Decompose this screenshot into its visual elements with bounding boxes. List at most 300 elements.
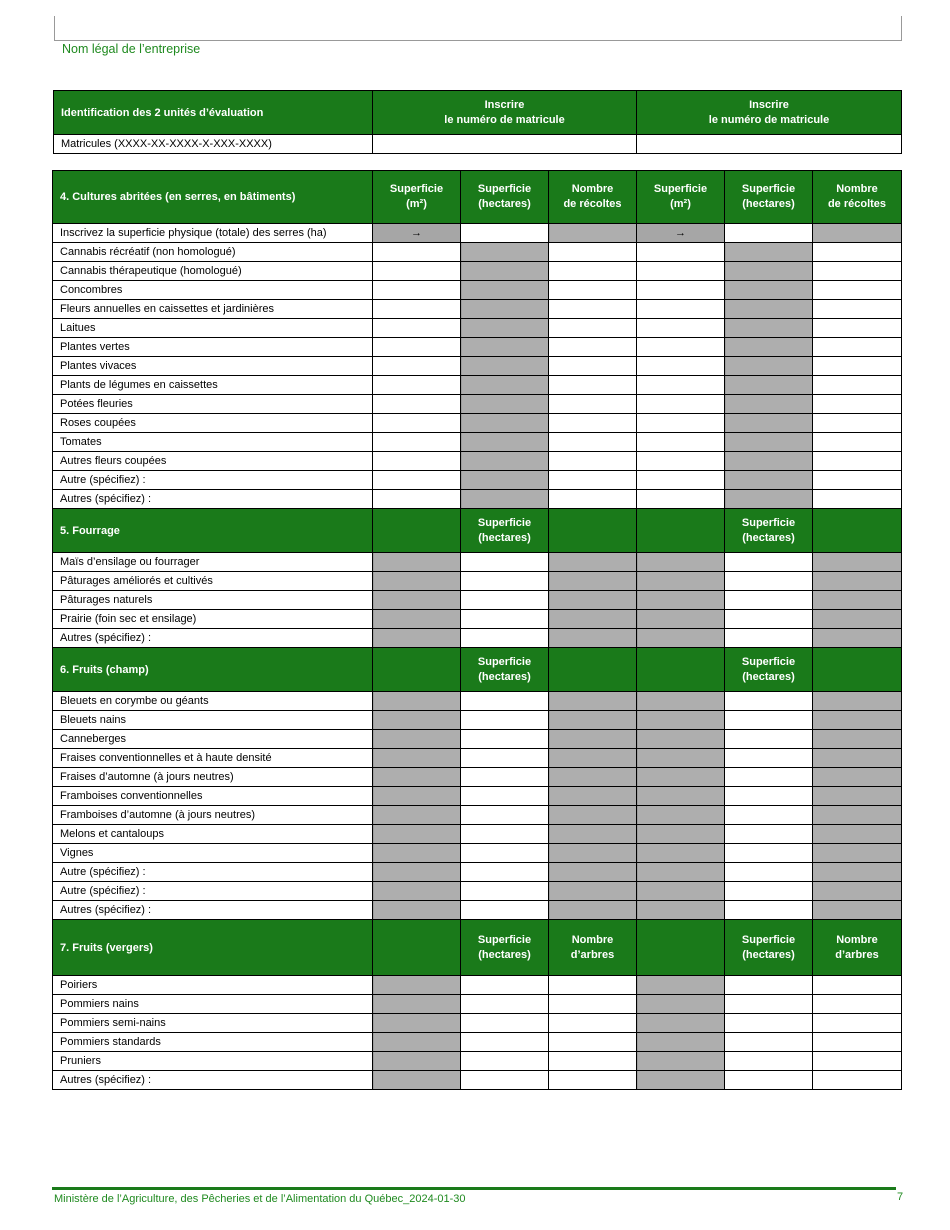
section-title-s7: 7. Fruits (vergers): [53, 920, 373, 976]
shaded-cell: [461, 490, 549, 509]
input-cell[interactable]: [549, 262, 637, 281]
shaded-cell: [725, 357, 813, 376]
row-label: Fraises d’automne (à jours neutres): [53, 768, 373, 787]
shaded-cell: [813, 610, 902, 629]
input-cell[interactable]: [373, 281, 461, 300]
shaded-cell: [373, 629, 461, 648]
row-label: Autres (spécifiez) :: [53, 629, 373, 648]
column-header-s5-6: [813, 509, 902, 553]
shaded-cell: [813, 882, 902, 901]
input-cell[interactable]: [725, 610, 813, 629]
input-cell[interactable]: [461, 825, 549, 844]
input-cell[interactable]: [549, 995, 637, 1014]
input-cell[interactable]: [461, 1033, 549, 1052]
row-label: Autre (spécifiez) :: [53, 863, 373, 882]
input-cell[interactable]: [549, 395, 637, 414]
shaded-cell: [637, 629, 725, 648]
shaded-cell: [725, 243, 813, 262]
table-row: [53, 572, 902, 591]
input-cell[interactable]: [725, 882, 813, 901]
shaded-cell: [637, 768, 725, 787]
input-cell[interactable]: [461, 610, 549, 629]
input-cell[interactable]: [461, 995, 549, 1014]
input-cell[interactable]: [549, 1033, 637, 1052]
input-cell[interactable]: [549, 300, 637, 319]
shaded-cell: [637, 901, 725, 920]
table-row: [53, 281, 902, 300]
shaded-cell: [813, 787, 902, 806]
row-label: Plantes vivaces: [53, 357, 373, 376]
input-cell[interactable]: [813, 414, 902, 433]
matricules-label: Matricules (XXXX-XX-XXXX-X-XXX-XXXX): [54, 135, 373, 154]
input-cell[interactable]: [725, 629, 813, 648]
input-cell[interactable]: [637, 433, 725, 452]
shaded-cell: [637, 882, 725, 901]
row-label: Prairie (foin sec et ensilage): [53, 610, 373, 629]
input-cell[interactable]: [549, 471, 637, 490]
input-cell[interactable]: [461, 863, 549, 882]
shaded-cell: [373, 572, 461, 591]
column-header-s5-2: Superficie (hectares): [461, 509, 549, 553]
shaded-cell: [461, 243, 549, 262]
input-cell[interactable]: [637, 300, 725, 319]
shaded-cell: [373, 610, 461, 629]
input-cell[interactable]: [461, 553, 549, 572]
input-cell[interactable]: [461, 692, 549, 711]
input-cell[interactable]: [461, 901, 549, 920]
table-row: [53, 844, 902, 863]
shaded-cell: [637, 572, 725, 591]
shaded-cell: [461, 262, 549, 281]
shaded-cell: [461, 338, 549, 357]
column-header-s4-3: Nombre de récoltes: [549, 171, 637, 224]
column-header-s4-1: Superficie (m²): [373, 171, 461, 224]
shaded-cell: [637, 711, 725, 730]
input-cell[interactable]: [461, 806, 549, 825]
arrow-cell: →: [373, 224, 461, 243]
shaded-cell: [549, 692, 637, 711]
input-cell[interactable]: [637, 490, 725, 509]
input-cell[interactable]: [637, 395, 725, 414]
input-cell[interactable]: [461, 749, 549, 768]
input-cell[interactable]: [637, 338, 725, 357]
shaded-cell: [461, 281, 549, 300]
table-row: [53, 338, 902, 357]
column-header-s6-2: Superficie (hectares): [461, 648, 549, 692]
shaded-cell: [813, 591, 902, 610]
shaded-cell: [373, 591, 461, 610]
row-label: Autres fleurs coupées: [53, 452, 373, 471]
shaded-cell: [549, 901, 637, 920]
shaded-cell: [373, 749, 461, 768]
shaded-cell: [813, 806, 902, 825]
input-cell[interactable]: [461, 882, 549, 901]
table-row: [53, 768, 902, 787]
input-cell[interactable]: [725, 1014, 813, 1033]
input-cell[interactable]: [725, 863, 813, 882]
shaded-cell: [549, 825, 637, 844]
input-cell[interactable]: [373, 490, 461, 509]
input-cell[interactable]: [373, 471, 461, 490]
shaded-cell: [461, 414, 549, 433]
shaded-cell: [549, 572, 637, 591]
table-row: [53, 730, 902, 749]
row-label: Framboises d’automne (à jours neutres): [53, 806, 373, 825]
matricule-input-2[interactable]: [637, 135, 902, 154]
shaded-cell: [725, 395, 813, 414]
shaded-cell: [373, 901, 461, 920]
input-cell[interactable]: [461, 629, 549, 648]
matricule-input-1[interactable]: [373, 135, 637, 154]
input-cell[interactable]: [813, 300, 902, 319]
input-cell[interactable]: [373, 300, 461, 319]
shaded-cell: [725, 262, 813, 281]
footer-rule: [52, 1187, 896, 1190]
input-cell[interactable]: [461, 844, 549, 863]
table-row: [53, 452, 902, 471]
input-cell[interactable]: [813, 262, 902, 281]
shaded-cell: [637, 591, 725, 610]
input-cell[interactable]: [813, 452, 902, 471]
column-header-s6-6: [813, 648, 902, 692]
table-row: [53, 1033, 902, 1052]
input-cell[interactable]: [461, 711, 549, 730]
matricule-header-2: Inscrire le numéro de matricule: [637, 91, 902, 135]
section-title-s6: 6. Fruits (champ): [53, 648, 373, 692]
input-cell[interactable]: [373, 357, 461, 376]
shaded-cell: [461, 433, 549, 452]
shaded-cell: [549, 882, 637, 901]
input-cell[interactable]: [725, 768, 813, 787]
table-row: [53, 825, 902, 844]
shaded-cell: [373, 844, 461, 863]
table-row: [53, 1014, 902, 1033]
table-row: [53, 863, 902, 882]
input-cell[interactable]: [725, 553, 813, 572]
shaded-cell: [373, 553, 461, 572]
shaded-cell: [549, 224, 637, 243]
input-cell[interactable]: [637, 319, 725, 338]
input-cell[interactable]: [373, 243, 461, 262]
shaded-cell: [461, 357, 549, 376]
input-cell[interactable]: [725, 1071, 813, 1090]
shaded-cell: [549, 863, 637, 882]
input-cell[interactable]: [373, 452, 461, 471]
input-cell[interactable]: [637, 452, 725, 471]
input-cell[interactable]: [373, 338, 461, 357]
input-cell[interactable]: [461, 787, 549, 806]
shaded-cell: [549, 553, 637, 572]
row-label: Inscrivez la superficie physique (totale) des serres (ha): [53, 224, 373, 243]
input-cell[interactable]: [813, 1033, 902, 1052]
shaded-cell: [549, 591, 637, 610]
row-label: Maïs d’ensilage ou fourrager: [53, 553, 373, 572]
input-cell[interactable]: [813, 338, 902, 357]
column-header-s6-5: Superficie (hectares): [725, 648, 813, 692]
input-cell[interactable]: [637, 414, 725, 433]
shaded-cell: [637, 610, 725, 629]
column-header-s6-3: [549, 648, 637, 692]
column-header-s4-4: Superficie (m²): [637, 171, 725, 224]
input-cell[interactable]: [637, 471, 725, 490]
input-cell[interactable]: [461, 1052, 549, 1071]
row-label: Laitues: [53, 319, 373, 338]
shaded-cell: [373, 711, 461, 730]
shaded-cell: [373, 882, 461, 901]
table-row: [53, 901, 902, 920]
column-header-s7-6: Nombre d’arbres: [813, 920, 902, 976]
row-label: Vignes: [53, 844, 373, 863]
input-cell[interactable]: [461, 572, 549, 591]
table-row: [53, 610, 902, 629]
input-cell[interactable]: [461, 591, 549, 610]
table-row: [53, 711, 902, 730]
row-label: Roses coupées: [53, 414, 373, 433]
input-cell[interactable]: [813, 471, 902, 490]
shaded-cell: [637, 825, 725, 844]
input-cell[interactable]: [549, 976, 637, 995]
input-cell[interactable]: [813, 395, 902, 414]
shaded-cell: [373, 692, 461, 711]
input-cell[interactable]: [813, 1071, 902, 1090]
table-row: [53, 1071, 902, 1090]
table-row: [53, 749, 902, 768]
input-cell[interactable]: [637, 243, 725, 262]
input-cell[interactable]: [549, 1014, 637, 1033]
table-row: [53, 692, 902, 711]
row-label: Autre (spécifiez) :: [53, 471, 373, 490]
input-cell[interactable]: [637, 357, 725, 376]
input-cell[interactable]: [549, 433, 637, 452]
input-cell[interactable]: [725, 572, 813, 591]
input-cell[interactable]: [373, 262, 461, 281]
row-label: Autre (spécifiez) :: [53, 882, 373, 901]
company-name-field[interactable]: [54, 16, 902, 41]
input-cell[interactable]: [549, 376, 637, 395]
section-header-s4: [53, 171, 902, 224]
section-header-s7: [53, 920, 902, 976]
row-label: Pommiers standards: [53, 1033, 373, 1052]
shaded-cell: [725, 319, 813, 338]
column-header-s7-3: Nombre d’arbres: [549, 920, 637, 976]
column-header-s7-2: Superficie (hectares): [461, 920, 549, 976]
section-title-s5: 5. Fourrage: [53, 509, 373, 553]
input-cell[interactable]: [725, 749, 813, 768]
shaded-cell: [725, 452, 813, 471]
row-label: Concombres: [53, 281, 373, 300]
column-header-s7-1: [373, 920, 461, 976]
shaded-cell: [373, 1014, 461, 1033]
input-cell[interactable]: [725, 844, 813, 863]
table-row: [53, 414, 902, 433]
column-header-s5-5: Superficie (hectares): [725, 509, 813, 553]
shaded-cell: [373, 825, 461, 844]
row-label: Pommiers nains: [53, 995, 373, 1014]
shaded-cell: [373, 730, 461, 749]
shaded-cell: [813, 711, 902, 730]
shaded-cell: [637, 995, 725, 1014]
input-cell[interactable]: [813, 319, 902, 338]
shaded-cell: [637, 806, 725, 825]
column-header-s5-1: [373, 509, 461, 553]
input-cell[interactable]: [373, 433, 461, 452]
shaded-cell: [813, 692, 902, 711]
input-cell[interactable]: [549, 281, 637, 300]
shaded-cell: [637, 730, 725, 749]
row-label: Tomates: [53, 433, 373, 452]
column-header-s7-5: Superficie (hectares): [725, 920, 813, 976]
input-cell[interactable]: [813, 976, 902, 995]
table-row: [53, 376, 902, 395]
input-cell[interactable]: [549, 490, 637, 509]
shaded-cell: [461, 319, 549, 338]
input-cell[interactable]: [549, 357, 637, 376]
input-cell[interactable]: [373, 395, 461, 414]
input-cell[interactable]: [725, 825, 813, 844]
shaded-cell: [549, 610, 637, 629]
shaded-cell: [373, 1052, 461, 1071]
input-cell[interactable]: [637, 376, 725, 395]
input-cell[interactable]: [813, 376, 902, 395]
shaded-cell: [813, 768, 902, 787]
input-cell[interactable]: [373, 319, 461, 338]
shaded-cell: [549, 787, 637, 806]
shaded-cell: [637, 787, 725, 806]
input-cell[interactable]: [813, 1014, 902, 1033]
table-row: [53, 806, 902, 825]
section-title-s4: 4. Cultures abritées (en serres, en bâtiments): [53, 171, 373, 224]
identification-table: [53, 90, 902, 154]
shaded-cell: [373, 1071, 461, 1090]
input-cell[interactable]: [549, 452, 637, 471]
input-cell[interactable]: [813, 1052, 902, 1071]
input-cell[interactable]: [549, 319, 637, 338]
input-cell[interactable]: [813, 281, 902, 300]
table-row: [53, 882, 902, 901]
input-cell[interactable]: [725, 711, 813, 730]
input-cell[interactable]: [813, 243, 902, 262]
input-cell[interactable]: [813, 490, 902, 509]
shaded-cell: [725, 414, 813, 433]
input-cell[interactable]: [813, 995, 902, 1014]
shaded-cell: [637, 1071, 725, 1090]
table-row: [53, 471, 902, 490]
shaded-cell: [725, 338, 813, 357]
shaded-cell: [549, 749, 637, 768]
input-cell[interactable]: [813, 357, 902, 376]
input-cell[interactable]: [725, 730, 813, 749]
table-row: [53, 395, 902, 414]
input-cell[interactable]: [549, 1052, 637, 1071]
shaded-cell: [637, 692, 725, 711]
column-header-s5-3: [549, 509, 637, 553]
shaded-cell: [549, 711, 637, 730]
table-row: [53, 319, 902, 338]
row-label: Plantes vertes: [53, 338, 373, 357]
input-cell[interactable]: [725, 787, 813, 806]
row-label: Pruniers: [53, 1052, 373, 1071]
row-label: Framboises conventionnelles: [53, 787, 373, 806]
input-cell[interactable]: [725, 976, 813, 995]
shaded-cell: [813, 863, 902, 882]
row-label: Autres (spécifiez) :: [53, 1071, 373, 1090]
table-row: [53, 1052, 902, 1071]
section-header-s6: [53, 648, 902, 692]
shaded-cell: [373, 1033, 461, 1052]
input-cell[interactable]: [461, 976, 549, 995]
row-label: Pommiers semi-nains: [53, 1014, 373, 1033]
section-header-s5: [53, 509, 902, 553]
input-cell[interactable]: [461, 1014, 549, 1033]
input-cell[interactable]: [813, 433, 902, 452]
input-cell[interactable]: [725, 1052, 813, 1071]
shaded-cell: [373, 995, 461, 1014]
table-row: [53, 629, 902, 648]
table-row: [53, 490, 902, 509]
table-row: [53, 243, 902, 262]
row-label: Melons et cantaloups: [53, 825, 373, 844]
input-cell[interactable]: [725, 224, 813, 243]
input-cell[interactable]: [549, 338, 637, 357]
input-cell[interactable]: [549, 243, 637, 262]
column-header-s4-5: Superficie (hectares): [725, 171, 813, 224]
input-cell[interactable]: [549, 414, 637, 433]
input-cell[interactable]: [725, 995, 813, 1014]
input-cell[interactable]: [461, 768, 549, 787]
shaded-cell: [725, 376, 813, 395]
shaded-cell: [637, 976, 725, 995]
row-label: Cannabis thérapeutique (homologué): [53, 262, 373, 281]
shaded-cell: [549, 768, 637, 787]
shaded-cell: [461, 395, 549, 414]
shaded-cell: [373, 976, 461, 995]
column-header-s7-4: [637, 920, 725, 976]
shaded-cell: [813, 572, 902, 591]
input-cell[interactable]: [461, 224, 549, 243]
input-cell[interactable]: [725, 1033, 813, 1052]
input-cell[interactable]: [461, 1071, 549, 1090]
input-cell[interactable]: [637, 281, 725, 300]
arrow-cell: →: [637, 224, 725, 243]
input-cell[interactable]: [549, 1071, 637, 1090]
row-label: Cannabis récréatif (non homologué): [53, 243, 373, 262]
shaded-cell: [373, 863, 461, 882]
table-row: [53, 224, 902, 243]
input-cell[interactable]: [373, 376, 461, 395]
shaded-cell: [813, 730, 902, 749]
table-row: [53, 787, 902, 806]
table-row: [53, 591, 902, 610]
shaded-cell: [461, 376, 549, 395]
input-cell[interactable]: [725, 901, 813, 920]
shaded-cell: [813, 749, 902, 768]
shaded-cell: [637, 844, 725, 863]
input-cell[interactable]: [373, 414, 461, 433]
row-label: Potées fleuries: [53, 395, 373, 414]
table-row: [53, 300, 902, 319]
input-cell[interactable]: [725, 806, 813, 825]
shaded-cell: [373, 768, 461, 787]
input-cell[interactable]: [637, 262, 725, 281]
column-header-s6-4: [637, 648, 725, 692]
input-cell[interactable]: [461, 730, 549, 749]
table-row: [53, 433, 902, 452]
input-cell[interactable]: [725, 591, 813, 610]
footer-text: Ministère de l’Agriculture, des Pêcheries et de l’Alimentation du Québec_2024-01-30: [54, 1193, 466, 1205]
shaded-cell: [725, 281, 813, 300]
input-cell[interactable]: [725, 692, 813, 711]
shaded-cell: [637, 1052, 725, 1071]
